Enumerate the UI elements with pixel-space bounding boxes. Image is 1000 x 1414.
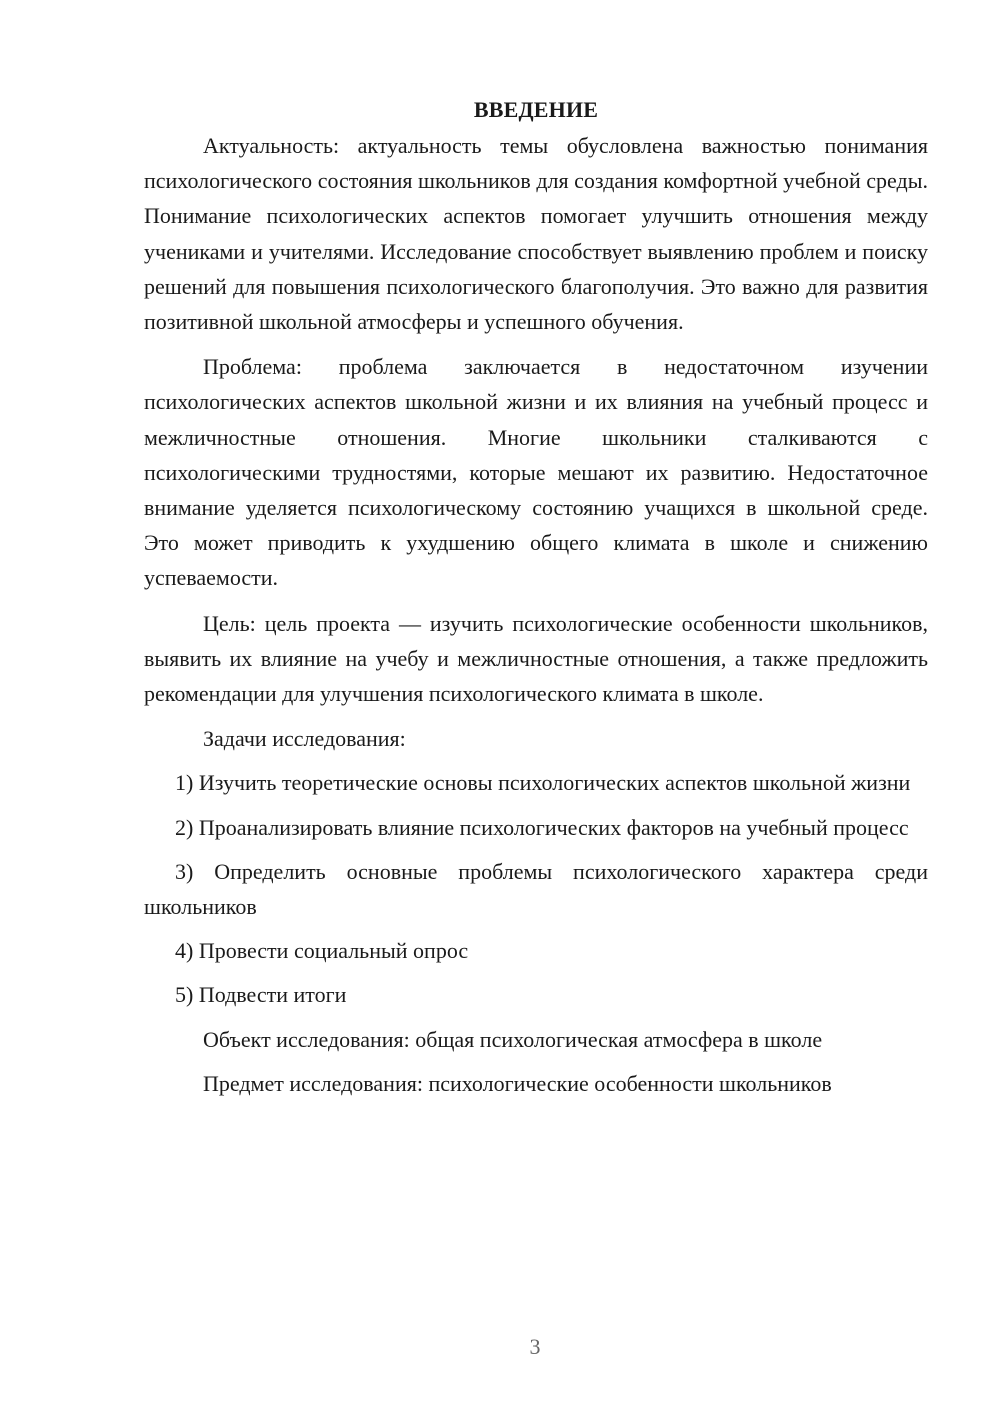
task-item-4: 4) Провести социальный опрос (175, 938, 469, 964)
page-number: 3 (529, 1334, 541, 1359)
goal-paragraph: Цель: цель проекта — изучить психологические особенности школьников, выявить их влияние на учебу и межличностные отношения, а также предложить рекомендации для улучшения психологического климата в школе. (144, 610, 928, 707)
task-item-3: 3) Определить основные проблемы психологического характера среди школьников (144, 858, 928, 920)
research-object: Объект исследования: общая психологическая атмосфера в школе (203, 1026, 823, 1052)
task-item-1: 1) Изучить теоретические основы психологических аспектов школьной жизни (175, 770, 911, 796)
task-item-5: 5) Подвести итоги (175, 982, 347, 1008)
problem-paragraph: Проблема: проблема заключается в недостаточном изучении психологических аспектов школьной жизни и их влияния на учебный процесс и межличностные отношения. Многие школьники сталкиваются с психологическими трудностями, которые мешают их развитию. Недостаточное внимание уделяется психологическому состоянию учащихся в школьной среде. Это может приводить к ухудшению общего климата в школе и снижению успеваемости. (144, 354, 928, 591)
page-title: ВВЕДЕНИЕ (473, 97, 599, 122)
tasks-heading: Задачи исследования: (203, 726, 406, 752)
relevance-paragraph: Актуальность: актуальность темы обусловлена важностью понимания психологического состояния школьников для создания комфортной учебной среды. Понимание психологических аспектов помогает улучшить отношения между учениками и учителями. Исследование способствует выявлению проблем и поиску решений для повышения психологического благополучия. Это важно для развития позитивной школьной атмосферы и успешного обучения. (144, 133, 928, 335)
task-item-2: 2) Проанализировать влияние психологических факторов на учебный процесс (175, 814, 909, 840)
document-page (144, 92, 928, 1101)
research-subject: Предмет исследования: психологические особенности школьников (203, 1070, 832, 1096)
